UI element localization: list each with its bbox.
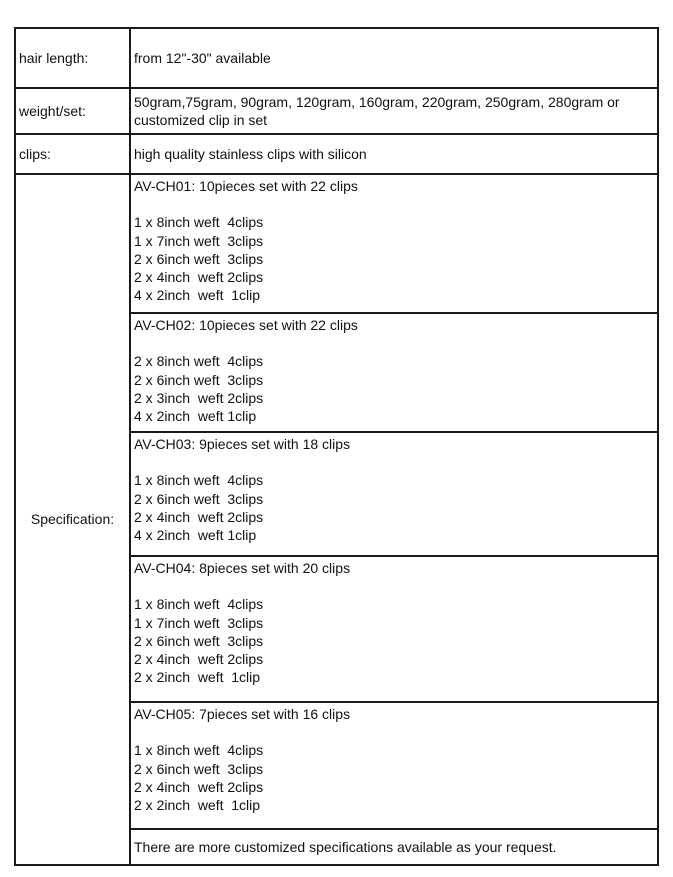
spec-set-line: 1 x 8inch weft 4clips <box>134 742 264 759</box>
row-weight-set <box>15 88 658 134</box>
spec-set-line: 2 x 6inch weft 3clips <box>134 371 264 388</box>
spec-set-cell <box>130 432 658 556</box>
spec-set-line: 2 x 4inch weft 2clips <box>134 651 264 667</box>
spec-set-line: 2 x 8inch weft 4clips <box>134 353 264 370</box>
weight-set-value: 50gram,75gram, 90gram, 120gram, 160gram, 220gram, 250gram, 280gram or customized clip in set <box>130 88 658 134</box>
spec-set-line: 2 x 2inch weft 1clip <box>134 797 261 813</box>
spec-set-line: 1 x 8inch weft 4clips <box>134 472 264 489</box>
spec-set-spacer <box>134 195 657 213</box>
spec-set-line: 4 x 2inch weft 1clip <box>134 527 257 543</box>
spec-set-spacer <box>134 334 657 352</box>
hair-length-label: hair length: <box>15 28 130 88</box>
spec-set-line: 2 x 4inch weft 2clips <box>134 778 264 795</box>
spec-set-line: 2 x 6inch weft 3clips <box>134 760 264 777</box>
spec-set-cell <box>130 556 658 702</box>
spec-set-cell <box>130 174 658 313</box>
spec-footer-note: There are more customized specifications available as your request. <box>130 829 658 865</box>
spec-set-line: 4 x 2inch weft 1clip <box>134 408 257 424</box>
spec-set-line: 2 x 4inch weft 2clips <box>134 269 264 285</box>
spec-set-title: AV-CH01: 10pieces set with 22 clips <box>134 178 358 194</box>
spec-set-line: 2 x 4inch weft 2clips <box>134 508 264 525</box>
spec-set-spacer <box>134 723 657 741</box>
row-spec-set-1 <box>15 174 658 313</box>
spec-set-title: AV-CH04: 8pieces set with 20 clips <box>134 560 351 576</box>
spec-set-line: 2 x 6inch weft 3clips <box>134 250 264 267</box>
spec-set-line: 2 x 2inch weft 1clip <box>134 669 261 686</box>
product-spec-table <box>14 27 659 866</box>
spec-set-line: 2 x 6inch weft 3clips <box>134 490 264 507</box>
spec-set-cell <box>130 313 658 432</box>
spec-set-line: 2 x 6inch weft 3clips <box>134 632 264 649</box>
spec-set-spacer <box>134 453 657 471</box>
hair-length-value: from 12"-30" available <box>130 28 658 88</box>
row-hair-length <box>15 28 658 88</box>
spec-set-line: 4 x 2inch weft 1clip <box>134 287 261 304</box>
spec-set-line: 1 x 8inch weft 4clips <box>134 596 264 613</box>
specification-label: Specification: <box>15 174 130 865</box>
spec-set-line: 2 x 3inch weft 2clips <box>134 389 264 406</box>
weight-set-label: weight/set: <box>15 88 130 134</box>
spec-set-title: AV-CH05: 7pieces set with 16 clips <box>134 706 351 722</box>
row-clips <box>15 134 658 174</box>
spec-set-title: AV-CH03: 9pieces set with 18 clips <box>134 436 351 452</box>
spec-set-title: AV-CH02: 10pieces set with 22 clips <box>134 317 358 333</box>
clips-value: high quality stainless clips with silicon <box>130 134 658 174</box>
spec-set-line: 1 x 7inch weft 3clips <box>134 232 264 249</box>
spec-set-cell <box>130 702 658 829</box>
clips-label: clips: <box>15 134 130 174</box>
spec-set-spacer <box>134 577 657 595</box>
spec-set-line: 1 x 8inch weft 4clips <box>134 214 264 231</box>
spec-set-line: 1 x 7inch weft 3clips <box>134 614 264 631</box>
